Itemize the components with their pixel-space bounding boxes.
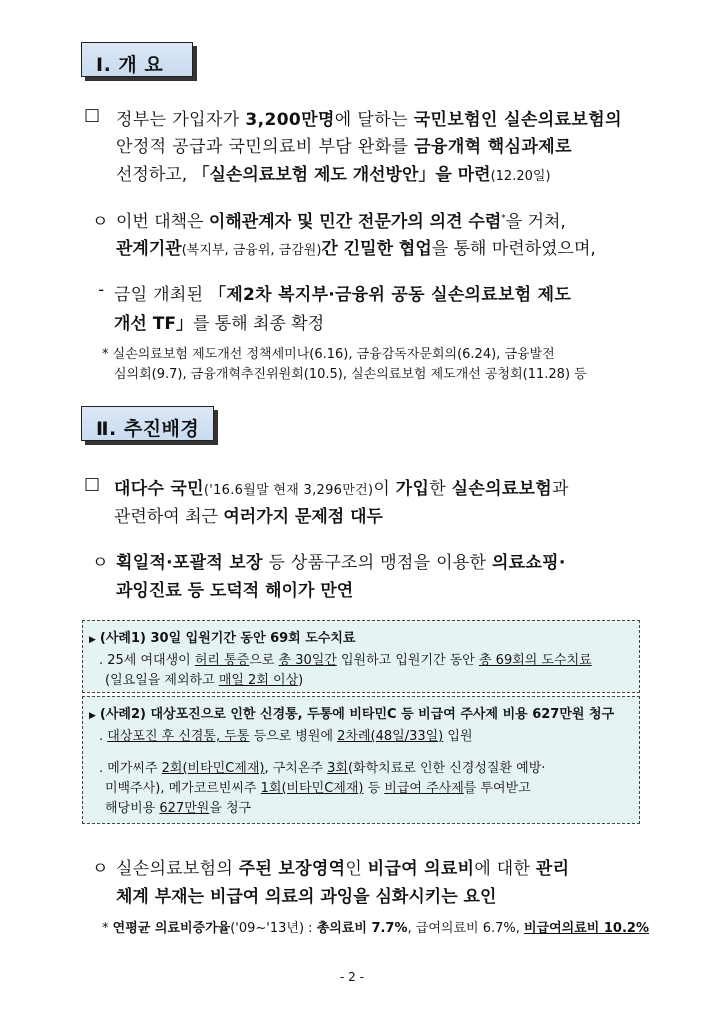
p4-line2: 관련하여 최근 여러가지 문제점 대두 xyxy=(114,507,383,527)
p1-line3: 선정하고, 「실손의료보험 제도 개선방안」을 마련(12.20일) xyxy=(116,165,551,185)
footnote-1-line2: 심의회(9.7), 금융개혁추진위원회(10.5), 실손의료보험 제도개선 공청회(11.28) 등 xyxy=(114,367,587,382)
p3-line2: 개선 TF」를 통해 최종 확정 xyxy=(114,314,325,334)
page-number: - 2 - xyxy=(340,970,364,984)
p1-line1: 정부는 가입자가 3,200만명에 달하는 국민보험인 실손의료보험의 xyxy=(116,110,622,130)
section-1-title: Ⅰ. 개 요 xyxy=(96,54,164,76)
p1-bullet: □ xyxy=(84,105,101,125)
p2-line1: 이번 대책은 이해관계자 및 민간 전문가의 의견 수렴*을 거쳐, xyxy=(116,212,566,232)
section-1-header xyxy=(81,42,193,77)
p3-line1: 금일 개최된 「제2차 복지부·금융위 공동 실손의료보험 제도 xyxy=(114,285,572,305)
section-2-header xyxy=(81,406,214,441)
p5-bullet: ㅇ xyxy=(92,553,109,573)
p6-bullet: ㅇ xyxy=(92,859,109,879)
case-1-line1: . 25세 여대생이 허리 통증으로 총 30일간 입원하고 입원기간 동안 총 69회의 도수치료 xyxy=(99,653,592,668)
footnote-2: * 연평균 의료비증가율('09~'13년) : 총의료비 7.7%, 급여의료비 6.7%, 비급여의료비 10.2% xyxy=(102,921,649,936)
p6-line1: 실손의료보험의 주된 보장영역인 비급여 의료비에 대한 관리 xyxy=(116,859,570,879)
case-2-line2: . 메가씨주 2회(비타민C제재), 구치온주 3회(화학치료로 인한 신경성질환 예방· xyxy=(99,761,546,776)
section-2-title: Ⅱ. 추진배경 xyxy=(96,418,200,440)
case-2-line3: 미백주사), 메가코르빈씨주 1회(비타민C제재) 등 비급여 주사제를 투여받고 xyxy=(105,781,531,796)
p3-bullet: - xyxy=(98,280,105,300)
p5-line1: 획일적·포괄적 보장 등 상품구조의 맹점을 이용한 의료쇼핑· xyxy=(116,553,566,573)
case-2-line1: . 대상포진 후 신경통, 두통 등으로 병원에 2차례(48일/33일) 입원 xyxy=(99,729,473,744)
case-2-line4: 해당비용 627만원을 청구 xyxy=(105,801,252,816)
case-1-line2: (일요일을 제외하고 매일 2회 이상) xyxy=(105,673,304,688)
footnote-1-line1: * 실손의료보험 제도개선 정책세미나(6.16), 금융감독자문회의(6.24), 금융발전 xyxy=(102,347,555,362)
p4-line1: 대다수 국민('16.6월말 현재 3,296만건)이 가입한 실손의료보험과 xyxy=(114,479,569,499)
case-1-header: ▶ (사례1) 30일 입원기간 동안 69회 도수치료 xyxy=(89,631,356,646)
case-box-1 xyxy=(82,620,640,693)
p5-line2: 과잉진료 등 도덕적 해이가 만연 xyxy=(116,581,354,601)
p6-line2: 체계 부재는 비급여 의료의 과잉을 심화시키는 요인 xyxy=(116,887,497,907)
case-2-header: ▶ (사례2) 대상포진으로 인한 신경통, 두통에 비타민C 등 비급여 주사제 비용 627만원 청구 xyxy=(89,707,615,722)
case-box-2 xyxy=(82,696,640,824)
p1-line2: 안정적 공급과 국민의료비 부담 완화를 금융개혁 핵심과제로 xyxy=(116,137,572,157)
p4-bullet: □ xyxy=(84,474,101,494)
p2-bullet: ㅇ xyxy=(92,212,109,232)
p2-line2: 관계기관(복지부, 금융위, 금감원)간 긴밀한 협업을 통해 마련하였으며, xyxy=(116,239,596,259)
